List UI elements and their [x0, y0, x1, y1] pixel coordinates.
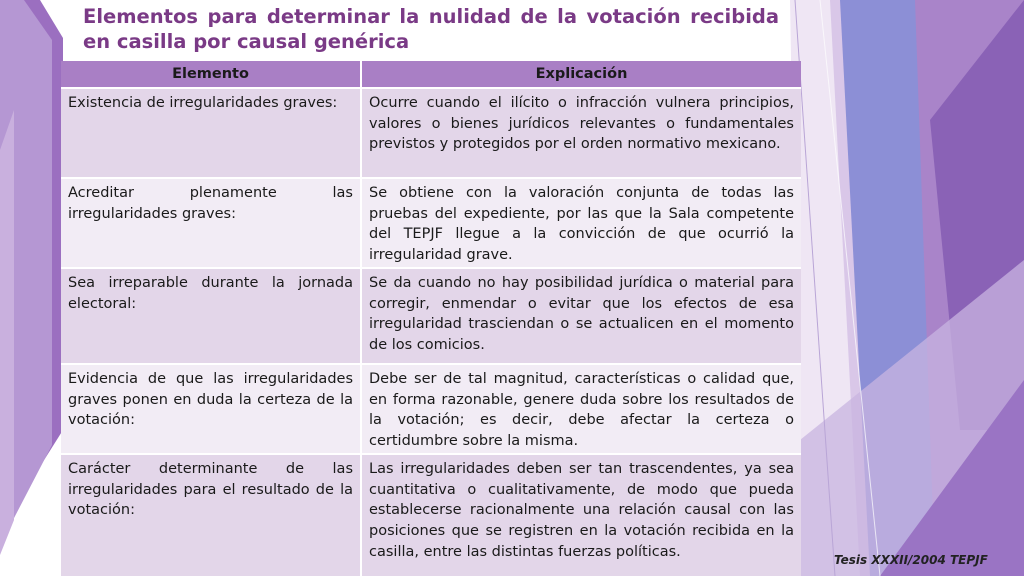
table-row — [61, 453, 801, 576]
left-band-stripe-shape — [0, 110, 14, 555]
criteria-table-container — [61, 61, 801, 576]
table-row — [61, 87, 801, 177]
table-row — [61, 267, 801, 363]
column-header-elemento: Elemento — [61, 61, 362, 87]
element-cell: Carácter determinante de las irregularidades para el resultado de la votación: — [61, 453, 362, 576]
explanation-cell: Se da cuando no hay posibilidad jurídica o material para corregir, enmendar o evitar que los efectos de esa irregularidad trasciendan o se actualicen en el momento de los comicios. — [362, 267, 801, 363]
explanation-cell: Debe ser de tal magnitud, características o calidad que, en forma razonable, genere duda sobre los resultados de la votación; es decir, debe afectar la certeza o certidumbre sobre la misma. — [362, 363, 801, 453]
criteria-table — [61, 61, 801, 576]
explanation-cell: Ocurre cuando el ilícito o infracción vulnera principios, valores o bienes jurídicos relevantes o fundamentales previstos y protegidos por el orden normativo mexicano. — [362, 87, 801, 177]
footer-citation: Tesis XXXII/2004 TEPJF — [834, 553, 988, 567]
table-row — [61, 363, 801, 453]
column-header-explicacion: Explicación — [362, 61, 801, 87]
table-header-row — [61, 61, 801, 87]
slide-title: Elementos para determinar la nulidad de la votación recibida en casilla por causal genérica — [83, 5, 779, 53]
explanation-cell: Se obtiene con la valoración conjunta de todas las pruebas del expediente, por las que la Sala competente del TEPJF llegue a la convicción de que ocurrió la irregularidad grave. — [362, 177, 801, 267]
element-cell: Acreditar plenamente las irregularidades graves: — [61, 177, 362, 267]
table-row — [61, 177, 801, 267]
element-cell: Existencia de irregularidades graves: — [61, 87, 362, 177]
element-cell: Sea irreparable durante la jornada electoral: — [61, 267, 362, 363]
element-cell: Evidencia de que las irregularidades graves ponen en duda la certeza de la votación: — [61, 363, 362, 453]
explanation-cell: Las irregularidades deben ser tan trascendentes, ya sea cuantitativa o cualitativamente, de modo que pueda establecerse racionalmente una relación causal con las posiciones que se registren en la votación recibida en la casilla, entre las distintas fuerzas políticas. — [362, 453, 801, 576]
